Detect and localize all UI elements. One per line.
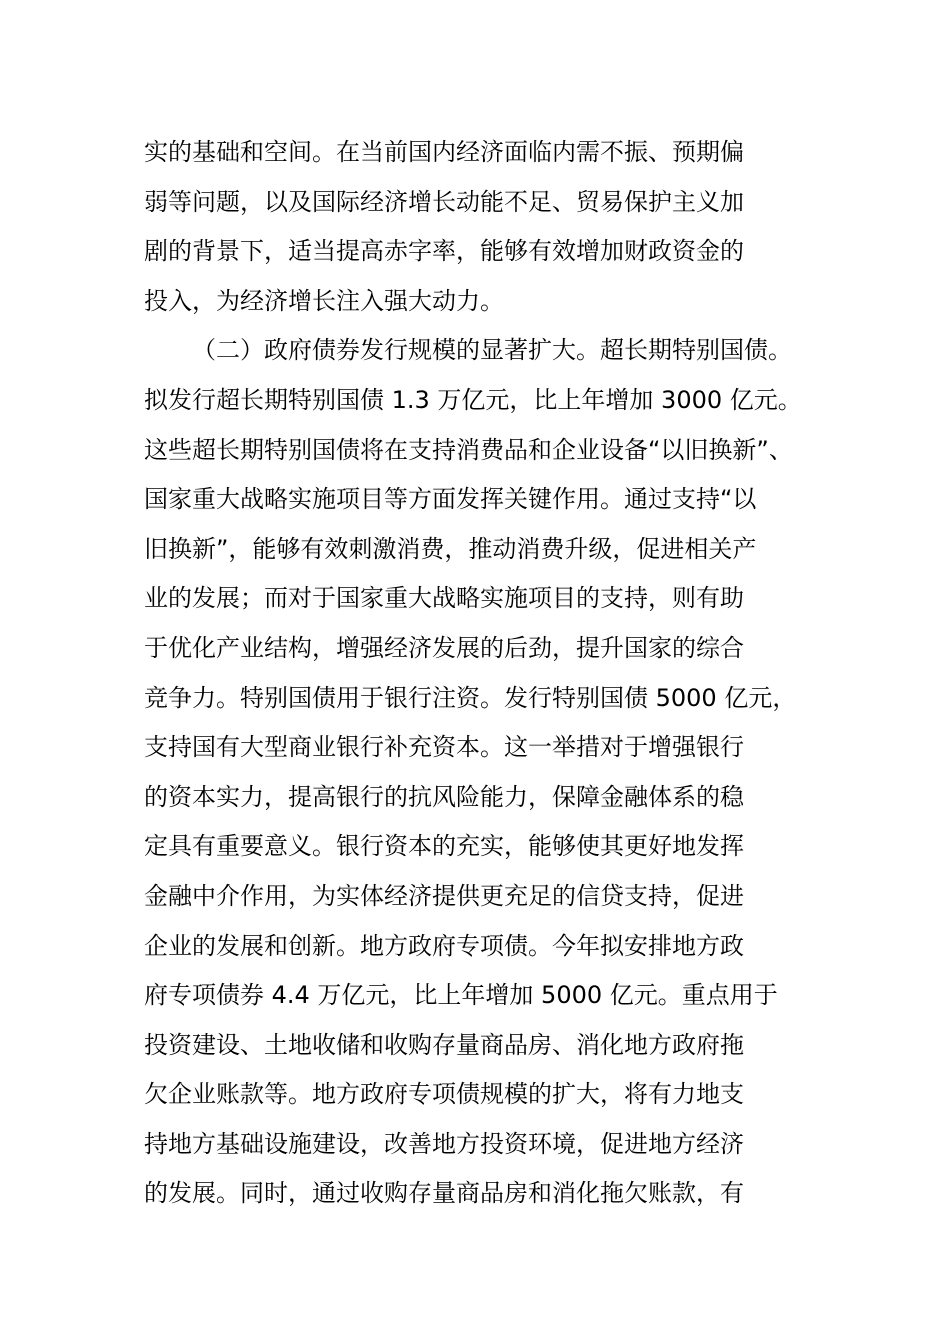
text-line: 欠企业账款等。地方政府专项债规模的扩大，将有力地支 [144,1080,744,1109]
text-line: 企业的发展和创新。地方政府专项债。今年拟安排地方政 [144,931,744,960]
text-line: 剧的背景下，适当提高赤字率，能够有效增加财政资金的 [144,237,744,266]
section-heading-line: （二）政府债券发行规模的显著扩大。超长期特别国债。 [192,336,792,365]
text-line: 竞争力。特别国债用于银行注资。发行特别国债 5000 亿元， [144,683,797,712]
text-line: 投资建设、土地收储和收购存量商品房、消化地方政府拖 [144,1030,744,1059]
text-line: 拟发行超长期特别国债 1.3 万亿元，比上年增加 3000 亿元。 [144,385,802,414]
text-line: 定具有重要意义。银行资本的充实，能够使其更好地发挥 [144,832,744,861]
text-line: 国家重大战略实施项目等方面发挥关键作用。通过支持“以 [144,485,757,514]
text-line: 金融中介作用，为实体经济提供更充足的信贷支持，促进 [144,881,744,910]
text-line: 府专项债券 4.4 万亿元，比上年增加 5000 亿元。重点用于 [144,981,778,1010]
text-line: 投入，为经济增长注入强大动力。 [144,286,504,315]
text-line: 弱等问题，以及国际经济增长动能不足、贸易保护主义加 [144,187,744,216]
text-line: 业的发展；而对于国家重大战略实施项目的支持，则有助 [144,584,744,613]
text-line: 于优化产业结构，增强经济发展的后劲，提升国家的综合 [144,633,744,662]
body-text [144,128,844,1219]
text-line: 的资本实力，提高银行的抗风险能力，保障金融体系的稳 [144,782,744,811]
text-line: 支持国有大型商业银行补充资本。这一举措对于增强银行 [144,733,744,762]
text-line: 实的基础和空间。在当前国内经济面临内需不振、预期偏 [144,138,744,166]
text-line: 持地方基础设施建设，改善地方投资环境，促进地方经济 [144,1129,744,1158]
text-line: 的发展。同时，通过收购存量商品房和消化拖欠账款，有 [144,1179,744,1208]
text-line: 旧换新”，能够有效刺激消费，推动消费升级，促进相关产 [144,534,757,563]
text-line: 这些超长期特别国债将在支持消费品和企业设备“以旧换新”、 [144,435,793,464]
